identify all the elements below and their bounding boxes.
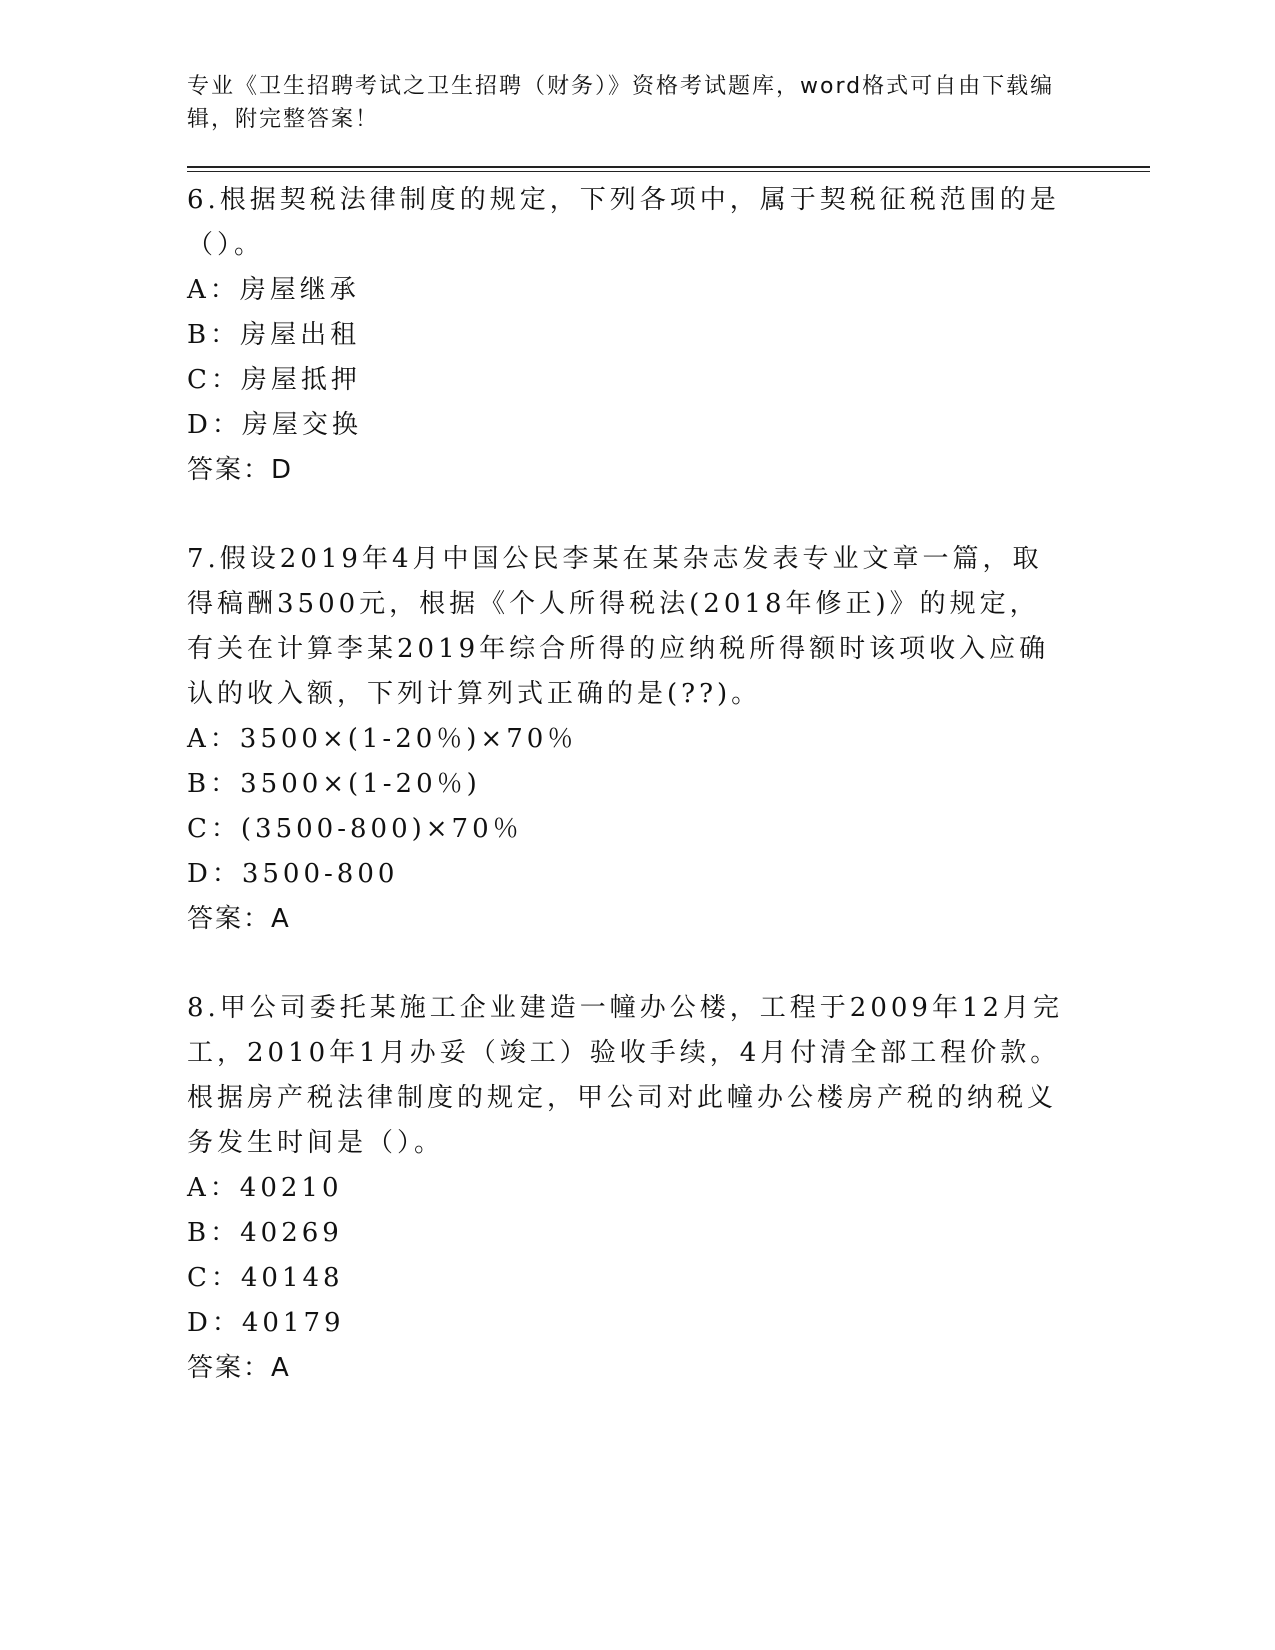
option-d: D：3500-800	[187, 859, 399, 889]
option-a: A：房屋继承	[187, 275, 360, 305]
option-a: A：40210	[187, 1173, 343, 1203]
question-stem: 6.根据契税法律制度的规定，下列各项中，属于契税征税范围的是（）。	[187, 185, 1060, 260]
option-c: C：(3500-800)×70％	[187, 814, 523, 844]
answer-line: 答案：A	[187, 904, 291, 934]
document-page	[187, 70, 1147, 1391]
question-8	[187, 986, 1067, 1391]
question-6	[187, 178, 1067, 493]
option-b: B：3500×(1-20％)	[187, 769, 481, 799]
option-c: C：40148	[187, 1263, 344, 1293]
question-stem: 8.甲公司委托某施工企业建造一幢办公楼，工程于2009年12月完工，2010年1月办妥（竣工）验收手续，4月付清全部工程价款。根据房产税法律制度的规定，甲公司对此幢办公楼房产税的纳税义务发生时间是（）。	[187, 993, 1064, 1158]
question-spacer	[187, 493, 1147, 537]
answer-line: 答案：A	[187, 1353, 291, 1383]
question-spacer	[187, 942, 1147, 986]
option-b: B：房屋出租	[187, 320, 361, 350]
question-stem: 7.假设2019年4月中国公民李某在某杂志发表专业文章一篇，取得稿酬3500元，根据《个人所得税法(2018年修正)》的规定，有关在计算李某2019年综合所得的应纳税所得额时该项收入应确认的收入额，下列计算列式正确的是(??)。	[187, 544, 1050, 709]
header-divider	[187, 166, 1150, 172]
option-c: C：房屋抵押	[187, 365, 361, 395]
option-a: A：3500×(1-20％)×70％	[187, 724, 578, 754]
question-7	[187, 537, 1067, 942]
document-header: 专业《卫生招聘考试之卫生招聘（财务）》资格考试题库，word格式可自由下载编辑，附完整答案！	[187, 74, 1055, 132]
answer-line: 答案：D	[187, 455, 294, 485]
option-b: B：40269	[187, 1218, 343, 1248]
option-d: D：房屋交换	[187, 410, 362, 440]
option-d: D：40179	[187, 1308, 345, 1338]
